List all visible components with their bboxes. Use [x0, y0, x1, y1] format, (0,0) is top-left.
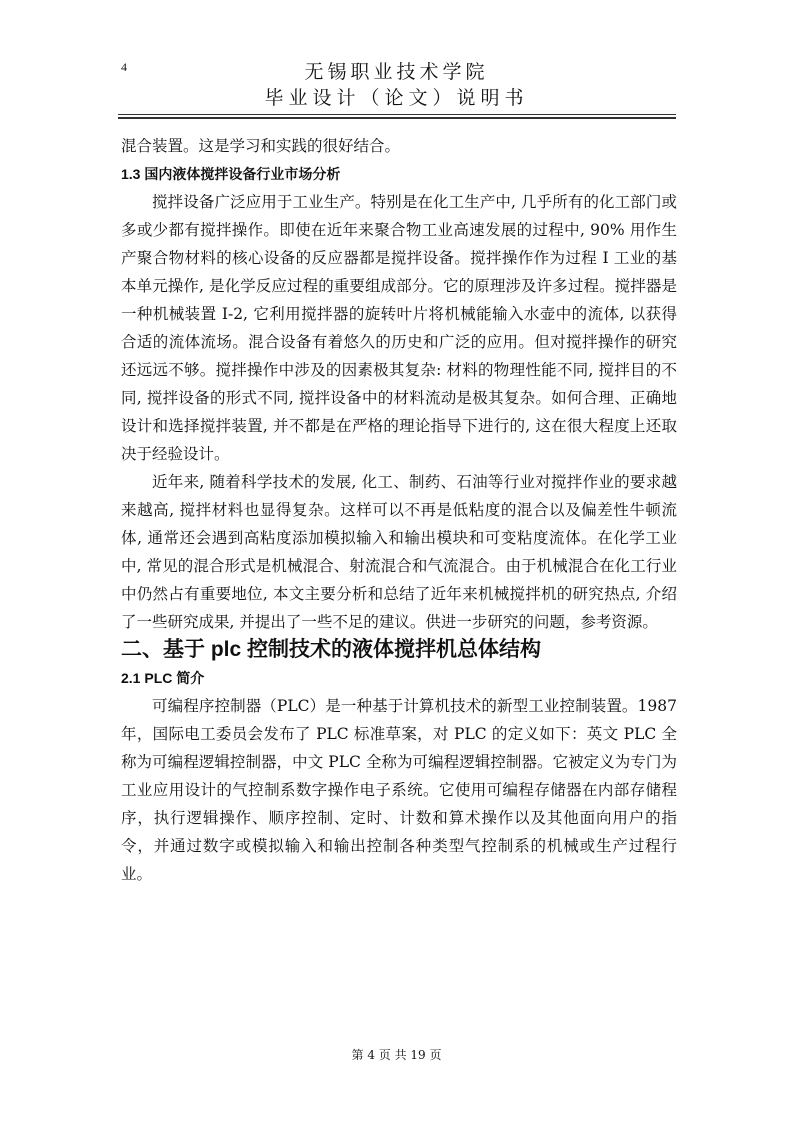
- paragraph-mixing-equipment: 搅拌设备广泛应用于工业生产。特别是在化工生产中, 几乎所有的化工部门或多或少都有搅拌操作。即使在近年来聚合物工业高速发展的过程中, 90% 用作生产聚合物材料的核心设备的反应器都是搅拌设备。搅拌操作作为过程 I 工业的基本单元操作, 是化学反应过程的重要组成部分。它的原理涉及许多过程。搅拌器是一种机械装置 I-2, 它利用搅拌器的旋转叶片将机械能输入水壶中的流体, 以获得合适的流体流场。混合设备有着悠久的历史和广泛的应用。但对搅拌操作的研究还远远不够。搅拌操作中涉及的因素极其复杂: 材料的物理性能不同, 搅拌目的不同, 搅拌设备的形式不同, 搅拌设备中的材料流动是极其复杂。如何合理、正确地设计和选择搅拌装置, 并不都是在严格的理论指导下进行的, 这在很大程度上还取决于经验设计。: [121, 193, 677, 463]
- paragraph-recent-years: 近年来, 随着科学技术的发展, 化工、制药、石油等行业对搅拌作业的要求越来越高, 搅拌材料也显得复杂。这样可以不再是低粘度的混合以及偏差性牛顿流体, 通常还会遇到高粘度添加模拟输入和输出模块和可变粘度流体。在化学工业中, 常见的混合形式是机械混合、射流混合和气流混合。由于机械混合在化工行业中仍然占有重要地位, 本文主要分析和总结了近年来机械搅拌机的研究热点, 介绍了一些研究成果, 并提出了一些不足的建议。供进一步研究的问题，参考资源。: [121, 473, 677, 631]
- page-number: 4: [121, 60, 127, 74]
- header-doc-type: 毕业设计（论文）说明书: [264, 87, 529, 109]
- header-rule-thick: [118, 117, 676, 119]
- chapter-heading-2: 二、基于 plc 控制技术的液体搅拌机总体结构: [121, 638, 542, 661]
- paragraph-continuation: 混合装置。这是学习和实践的很好结合。: [121, 137, 401, 155]
- section-heading-2-1: 2.1 PLC 简介: [121, 670, 205, 686]
- page-body: [121, 132, 677, 888]
- section-heading-1-3: 1.3 国内液体搅拌设备行业市场分析: [121, 166, 341, 182]
- page-footer: 第 4 页 共 19 页: [351, 1048, 442, 1062]
- paragraph-plc-intro: 可编程序控制器（PLC）是一种基于计算机技术的新型工业控制装置。1987年，国际电工委员会发布了 PLC 标准草案，对 PLC 的定义如下：英文 PLC 全称为可编程逻辑控制器，中文 PLC 全称为可编程逻辑控制器。它被定义为专门为工业应用设计的气控制系数字操作电子系统。它使用可编程存储器在内部存储程序，执行逻辑操作、顺序控制、定时、计数和算术操作以及其他面向用户的指令，并通过数字或模拟输入和输出控制各种类型气控制系的机械或生产过程行业。: [121, 697, 677, 883]
- header-rule: [118, 114, 676, 115]
- header-institution: 无锡职业技术学院: [304, 61, 489, 83]
